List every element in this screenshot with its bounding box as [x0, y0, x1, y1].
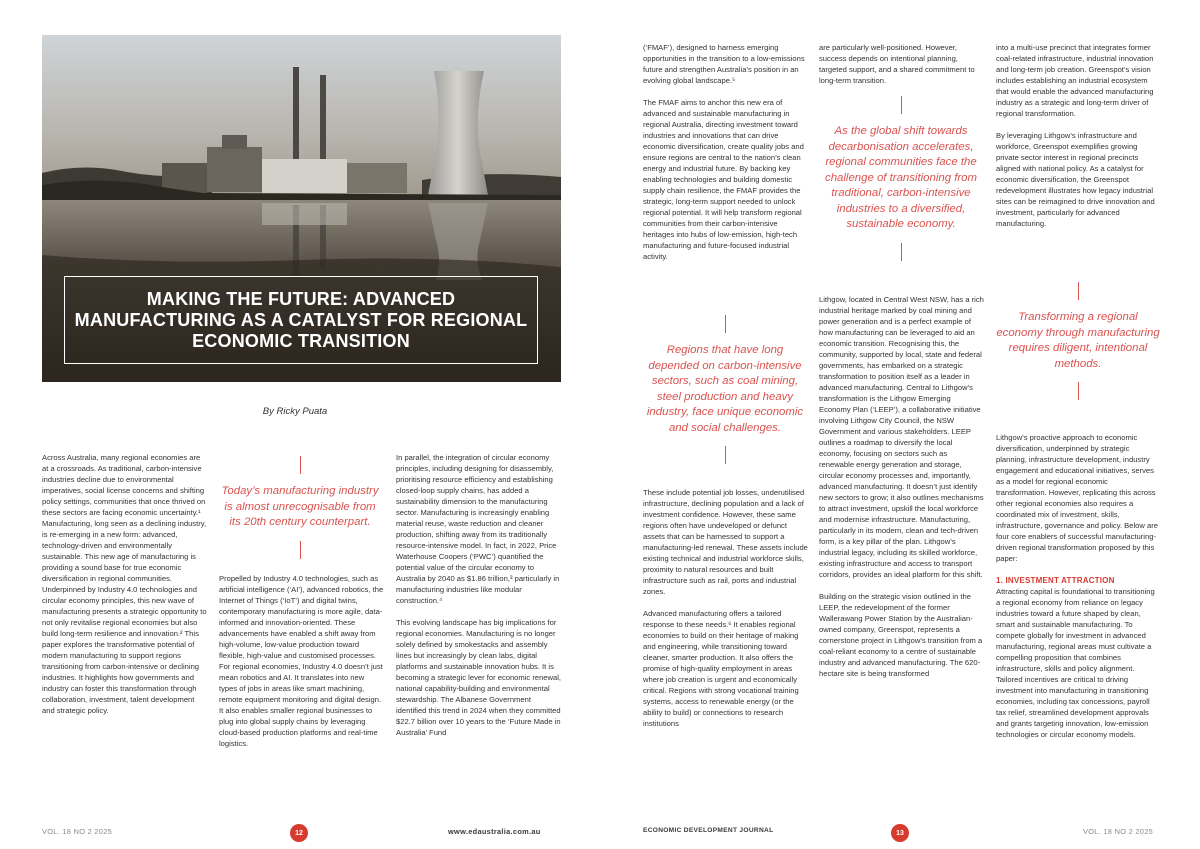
footer-volume: VOL. 18 NO 2 2025 [1083, 827, 1154, 836]
pull-quote-text: Regions that have long depended on carbon-intensive sectors, such as coal mining, steel production and heavy industry, face unique economic and social challenges. [646, 344, 804, 434]
byline: By Ricky Puata [262, 406, 328, 417]
hero-image-power-station [42, 35, 561, 382]
pull-quote-left [218, 456, 382, 559]
pull-quote-text: As the global shift towards decarbonisation accelerates, regional communities face the challenge of transitioning from traditional, carbon-intensive industries to a diversified, sustainable economy. [825, 125, 977, 230]
left-column-2 [219, 573, 384, 749]
paragraph: into a multi-use precinct that integrates former coal-related infrastructure, industrial innovation and long-term job creation. Greenspot’s vision includes establishing an industrial ecosystem that would enable the advanced manufacturing industry as a strategic and long-term driver of regional transformation. [996, 43, 1154, 118]
page-number-badge: 12 [290, 824, 308, 842]
paragraph: Lithgow’s proactive approach to economic diversification, underpinned by strategic planning, infrastructure development, industry engagement and educational initiatives, serves as a model for regional economic transformation. However, replicating this across other regional economies also requires a coordinated mix of investment, skills, infrastructure, governance and policy. Below are four core enablers of successful manufacturing-driven regional transformation proposed by this paper: [996, 433, 1158, 563]
paragraph: (‘FMAF’), designed to harness emerging opportunities in the transition to a low-emissions future and strengthen Australia’s position in an evolving global landscape.⁵ [643, 43, 805, 85]
footer-volume: VOL. 18 NO 2 2025 [42, 827, 113, 836]
left-column-1 [42, 452, 207, 716]
paragraph: The FMAF aims to anchor this new era of advanced and sustainable manufacturing in regional Australia, directing investment toward industries and innovations that can drive economic diversification, create quality jobs and ensure regions are central to the nation’s clean energy and industrial future. By backing key enabling technologies and building domestic supply chain resilience, the FMAF provides the strategic, long-term support needed to unlock regional potential. It will help transform regional communities from their carbon-intensive heritages into hubs of low-emission, high-tech manufacturing and future-focused industrial activity. [643, 98, 804, 261]
article-title: MAKING THE FUTURE: ADVANCED MANUFACTURING AS A CATALYST FOR REGIONAL ECONOMIC TRANSITION [74, 288, 528, 351]
paragraph: Lithgow, located in Central West NSW, has a rich industrial heritage marked by coal mining and power generation and is a perfect example of how manufacturing can be leveraged to aid an economic transition. Recognising this, the community, supported by local, state and federal governments, has embarked on a strategic transformation to position itself as a leader in advanced manufacturing. Central to Lithgow’s transformation is the Lithgow Emerging Economy Plan (‘LEEP’), a collaborative initiative involving Lithgow City Council, the NSW Government and various stakeholders. LEEP outlines a roadmap to diversify the local economy, focusing on sectors such as renewable energy generation and storage, circular economy processes and, importantly, advanced manufacturing. It doesn’t just identify new sectors to grow; it also outlines mechanisms to attract investment, upskill the local workforce and modernise infrastructure. Manufacturing, particularly in its modern, clean and tech-driven form, is a key pillar of the plan. Lithgow’s industrial legacy, including its skilled workforce, existing infrastructure and access to transport corridors, provides an ideal platform for this shift. [819, 295, 984, 579]
paragraph: By leveraging Lithgow’s infrastructure and workforce, Greenspot exemplifies growing private sector interest in regional precincts aligned with national policy. As a catalyst for economic diversification, the Greenspot redevelopment illustrates how legacy industrial sites can be reimagined to drive innovation and investment, particularly for advanced manufacturing. [996, 131, 1155, 228]
paragraph: Building on the strategic vision outlined in the LEEP, the redevelopment of the former Wallerawang Power Station by the Australian-owned company, Greenspot, represents a cornerstone project in Lithgow’s transition from a coal-reliant economy to a centre of sustainable industry and advanced manufacturing. The 620-hectare site is being transformed [819, 592, 983, 678]
pull-quote-right-1 [642, 315, 808, 464]
right-column-1b [643, 487, 808, 729]
quote-bar-top [725, 315, 726, 333]
paragraph: This evolving landscape has big implications for regional economies. Manufacturing is no longer solely defined by smokestacks and assembly lines but increasingly by clean labs, digital platforms and sustainable innovation hubs. It is becoming a strategic lever for economic renewal, national capability-building and environmental stewardship. The Albanese Government identified this trend in 2024 when they committed $22.7 billion over 10 years to the ‘Future Made in Australia’ Fund [396, 618, 562, 737]
quote-bar-top [901, 96, 902, 114]
left-column-3 [396, 452, 562, 738]
right-column-2b [819, 294, 984, 679]
quote-bar-bottom [300, 541, 301, 559]
page-number-badge: 13 [891, 824, 909, 842]
paragraph: Attracting capital is foundational to transitioning a regional economy from reliance on legacy industries toward a future shaped by clean, smart and sustainable manufacturing. To compete globally for investment in advanced manufacturing, regional areas must cultivate a compelling proposition that combines infrastructure, skills and policy alignment. Tailored incentives are critical to driving investment into manufacturing in transitioning economies, including tax concessions, payroll tax relief, streamlined development approvals and grants targeting innovation, low-emission technologies or circular economy models. [996, 587, 1155, 739]
pull-quote-right-3 [995, 282, 1161, 400]
section-heading: 1. INVESTMENT ATTRACTION [996, 576, 1115, 585]
pull-quote-right-2 [818, 96, 984, 261]
right-page [600, 0, 1200, 849]
right-column-3a [996, 42, 1160, 229]
pull-quote-text: Transforming a regional economy through manufacturing requires diligent, intentional methods. [996, 311, 1160, 370]
quote-bar-bottom [725, 446, 726, 464]
quote-bar-top [1078, 282, 1079, 300]
paragraph: In parallel, the integration of circular economy principles, including designing for disassembly, prioritising resource efficiency and establishing closed-loop supply chains, has added a sustainability dimension to the manufacturing sector. Manufacturing is increasingly enabling material reuse, waste reduction and cleaner production, shifting away from its traditionally resource-intensive model. In fact, in 2022, Price Waterhouse Coopers (‘PWC’) quantified the potential value of the circular economy to Australia by 2040 as $1.86 trillion,³ particularly in manufacturing industries like modular construction.⁴ [396, 453, 560, 605]
paragraph: Advanced manufacturing offers a tailored response to these needs.⁶ It enables regional economies to build on their heritage of making and engineering, while transitioning toward cleaner, smarter production. It also offers the promise of high-quality employment in areas where job creation is urgent and economically critical. Regions with strong vocational training systems, access to renewable energy (or the ability to build) or connections to research institutions [643, 609, 799, 728]
right-column-2a [819, 42, 984, 86]
right-column-3b [996, 432, 1160, 740]
quote-bar-bottom [901, 243, 902, 261]
footer-journal: ECONOMIC DEVELOPMENT JOURNAL [643, 827, 774, 834]
title-box [64, 276, 538, 364]
section-heading-wrap [996, 575, 1160, 586]
right-column-1a [643, 42, 808, 262]
quote-bar-top [300, 456, 301, 474]
paragraph: Across Australia, many regional economies are at a crossroads. As traditional, carbon-intensive industries decline due to environmental imperatives, social license concerns and shifting policy settings, communities that once thrived on these sectors are facing economic uncertainty.¹ Manufacturing, long seen as a declining industry, is re-emerging in a new form: advanced, technology-driven and environmentally sustainable. This new age of manufacturing is providing a sound base for true economic diversification in regional communities. Underpinned by Industry 4.0 technologies and circular economy principles, this new wave of manufacturing presents a strategic opportunity to not only revitalise regional economies but also build long-term resilience and innovation.² This paper explores the transformative potential of modern manufacturing to support regions transitioning from carbon-intensive or declining industries. It highlights how governments and industry can foster this transformation through collaboration, investment, talent development and strategic policy. [42, 453, 207, 715]
quote-bar-bottom [1078, 382, 1079, 400]
footer-url[interactable]: www.edaustralia.com.au [448, 827, 541, 836]
paragraph: These include potential job losses, underutilised infrastructure, declining population and a lack of investment confidence. However, these same regions often have undeveloped or defunct assets that can be harnessed to support a manufacturing-led renewal. These assets include existing technical and industrial workforce skills, proximity to natural resources and built infrastructure such as rail, ports and industrial zones. [643, 488, 808, 596]
pull-quote-text: Today’s manufacturing industry is almost unrecognisable from its 20th century counterpart. [221, 485, 379, 528]
paragraph: are particularly well-positioned. However, success depends on intentional planning, targeted support, and a shared commitment to long-term transition. [819, 43, 975, 85]
paragraph: Propelled by Industry 4.0 technologies, such as artificial intelligence (‘AI’), advanced robotics, the Internet of Things (‘IoT’) and digital twins, contemporary manufacturing is more agile, data-informed and innovation-oriented. These advancements have enabled a shift away from high-volume, low-value production toward flexible, high-value and customised processes. For regional economies, Industry 4.0 doesn’t just mean robotics and AI. It translates into new types of jobs in areas like smart machining, remote equipment monitoring and digital design. It also enables smaller regional businesses to plug into global supply chains by leveraging cloud-based production platforms and real-time logistics. [219, 574, 384, 748]
